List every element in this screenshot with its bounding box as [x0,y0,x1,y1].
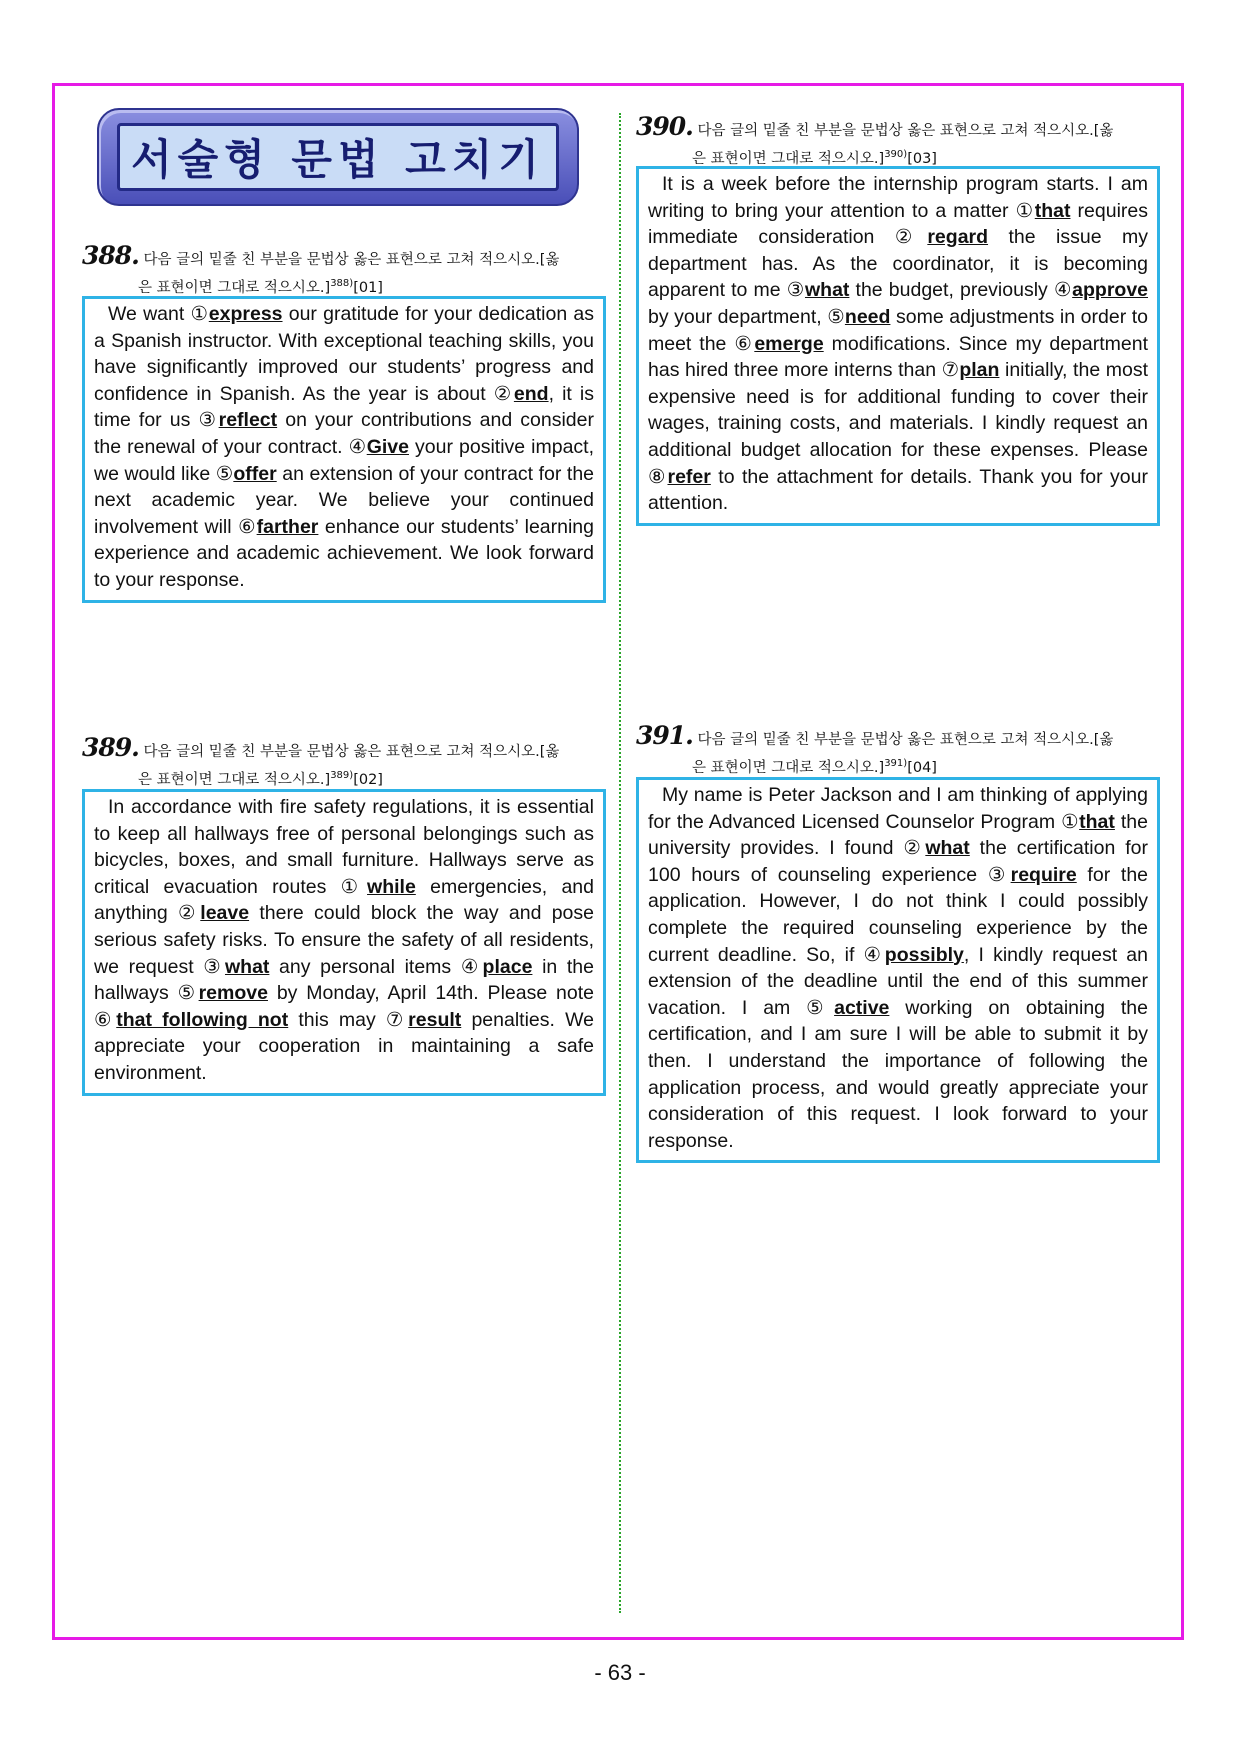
passage-text: ② [903,837,926,860]
passage-text: ① [1061,810,1080,833]
passage-text: your positive impact, we would like [94,435,595,485]
underlined-keyword: what [925,837,970,860]
underlined-keyword: emerge [754,332,824,355]
passage-text: on your contributions and consider the renewal of your contract. [94,409,594,458]
passage-text: our gratitude for your dedication as a Spanish instructor. With exceptional teaching skills, you have significantly improved our students’ progress and confidence in Spanish. As the year is about [94,303,594,405]
underlined-keyword: express [208,303,283,325]
passage-text: ② [493,382,514,405]
passage-box-389 [82,789,606,1096]
question-code: [04] [907,759,937,776]
instruction-line2: 은 표현이면 그대로 적으시오.] [138,279,331,296]
passage-text: the budget, previously [849,279,1054,302]
underlined-keyword: what [224,955,270,978]
section-title: 서술형 문법 고치기 [131,135,545,184]
underlined-keyword: regard [927,226,989,249]
underlined-keyword: remove [198,982,268,1005]
passage-text: , it is time for us [94,382,594,432]
question-header-389 [82,733,560,792]
underlined-keyword: active [834,996,890,1019]
underlined-keyword: need [844,305,891,328]
passage-text: ⑤ [177,982,199,1005]
section-banner [97,108,579,206]
question-header-390 [636,112,1114,171]
passage-text: , I kindly request an extension of the deadline until the end of this summer vacation. I am [648,943,1148,1019]
passage-text: by Monday, April 14th. Please note [267,982,595,1005]
underlined-keyword: Give [366,435,409,458]
underlined-keyword: that following not [116,1008,289,1031]
underlined-keyword: that [1034,199,1071,222]
passage-text: modifications. Since my department has hired three more interns than [648,332,1149,382]
underlined-keyword: approve [1072,279,1149,302]
question-number: 390. [636,112,693,141]
passage-text: ⑧ [648,465,668,488]
passage-text: penalties. We appreciate your cooperation in maintaining a safe environment. [94,1008,594,1084]
passage-text: My name is Peter Jackson and I am thinking of applying for the Advanced Licensed Counselor Program [648,784,1148,833]
passage-text: ③ [203,955,225,978]
underlined-keyword: leave [200,902,250,925]
passage-text: emergencies, and anything [94,875,595,925]
question-code: [02] [353,771,383,788]
passage-text: We want [108,303,191,325]
source-ref: 389) [330,770,354,781]
underlined-keyword: plan [959,359,1000,382]
passage-text: ⑥ [734,332,755,355]
passage-text: ⑥ [238,515,257,538]
passage-text: the certification for 100 hours of counseling experience [648,837,1148,886]
passage-text: an extension of your contract for the next academic year. We believe your continued involvement will [94,462,595,538]
passage-text: ④ [1053,279,1073,302]
underlined-keyword: result [408,1008,462,1031]
passage-text: ③ [987,863,1011,886]
passage-text: ⑦ [385,1008,409,1031]
passage-box-390 [636,166,1160,526]
passage-text: ⑥ [94,1008,117,1031]
passage-text: for the application. However, I do not think I could possibly complete the required counseling experience by the current deadline. So, if [648,863,1149,966]
passage-text: ⑦ [941,359,960,382]
question-number: 388. [82,241,139,270]
passage-text: ④ [348,435,367,458]
passage-text: the issue my department has. As the coordinator, it is becoming apparent to me [648,226,1148,302]
passage-text: ④ [460,955,483,978]
passage-text: initially, the most expensive need is for additional funding to cover their wages, training costs, and materials. I kindly request an additional budget allocation for these expenses. Please [648,359,1149,461]
source-ref: 388) [330,278,354,289]
passage-text: ② [177,902,201,925]
passage-text: enhance our students’ learning experience and academic achievement. We look forward to your response. [94,515,595,591]
underlined-keyword: that [1079,810,1115,833]
passage-text: this may [288,1008,386,1031]
passage-text: to the attachment for details. Thank you for your attention. [648,465,1148,515]
passage-text: ④ [863,943,885,966]
passage-text: any personal items [269,955,461,978]
instruction-line1: 다음 글의 밑줄 친 부분을 문법상 옳은 표현으로 고쳐 적으시오.[옳 [697,123,1114,139]
passage-text: the university provides. I found [648,810,1148,860]
question-number: 391. [636,721,693,750]
underlined-keyword: offer [233,462,277,485]
source-ref: 390) [884,149,908,160]
underlined-keyword: refer [667,465,711,488]
passage-text: there could block the way and pose serious safety risks. To ensure the safety of all residents, we request [94,902,594,978]
passage-text: ③ [786,279,805,302]
underlined-keyword: farther [256,515,319,538]
passage-text: ① [340,875,368,898]
question-number: 389. [82,733,139,762]
passage-text: by your department, [648,305,828,328]
underlined-keyword: while [367,875,416,898]
passage-text: in the hallways [94,955,594,1005]
passage-box-388 [82,296,606,603]
underlined-keyword: require [1010,863,1077,886]
underlined-keyword: place [482,955,533,978]
passage-text: requires immediate consideration [648,199,1148,249]
passage-text: some adjustments in order to meet the [648,305,1149,355]
instruction-line2: 은 표현이면 그대로 적으시오.] [138,771,331,788]
underlined-keyword: end [513,382,549,405]
passage-text: ⑤ [215,462,234,485]
underlined-keyword: what [804,279,850,302]
column-divider [619,113,621,1613]
instruction-line1: 다음 글의 밑줄 친 부분을 문법상 옳은 표현으로 고쳐 적으시오.[옳 [697,732,1114,748]
question-code: [03] [907,150,937,167]
instruction-line1: 다음 글의 밑줄 친 부분을 문법상 옳은 표현으로 고쳐 적으시오.[옳 [143,744,560,760]
instruction-line1: 다음 글의 밑줄 친 부분을 문법상 옳은 표현으로 고쳐 적으시오.[옳 [143,252,560,268]
underlined-keyword: reflect [218,409,278,432]
section-banner-inner [117,123,559,191]
page-number: - 63 - [594,1660,646,1685]
underlined-keyword: possibly [884,943,964,966]
passage-text: ② [894,226,928,249]
passage-text: It is a week before the internship program starts. I am writing to bring your attention to a matter [648,173,1148,222]
passage-text: In accordance with fire safety regulations, it is essential to keep all hallways free of personal belongings such as bicycles, boxes, and small furniture. Hallways serve as critical evacuation routes [94,796,594,898]
source-ref: 391) [884,758,908,769]
passage-text: ① [190,303,209,325]
instruction-line2: 은 표현이면 그대로 적으시오.] [692,759,885,776]
question-code: [01] [353,279,383,296]
passage-text: ① [1015,199,1035,222]
passage-text: ③ [198,409,219,432]
passage-text: ⑤ [806,996,835,1019]
instruction-line2: 은 표현이면 그대로 적으시오.] [692,150,885,167]
question-header-391 [636,721,1114,780]
passage-text: working on obtaining the certification, and I am sure I will be able to submit it by then. I understand the importance of following the application process, and would greatly appreciate your consideration of this request. I look forward to your response. [648,996,1148,1152]
question-header-388 [82,241,560,300]
passage-text: ⑤ [827,305,845,328]
passage-box-391 [636,777,1160,1163]
